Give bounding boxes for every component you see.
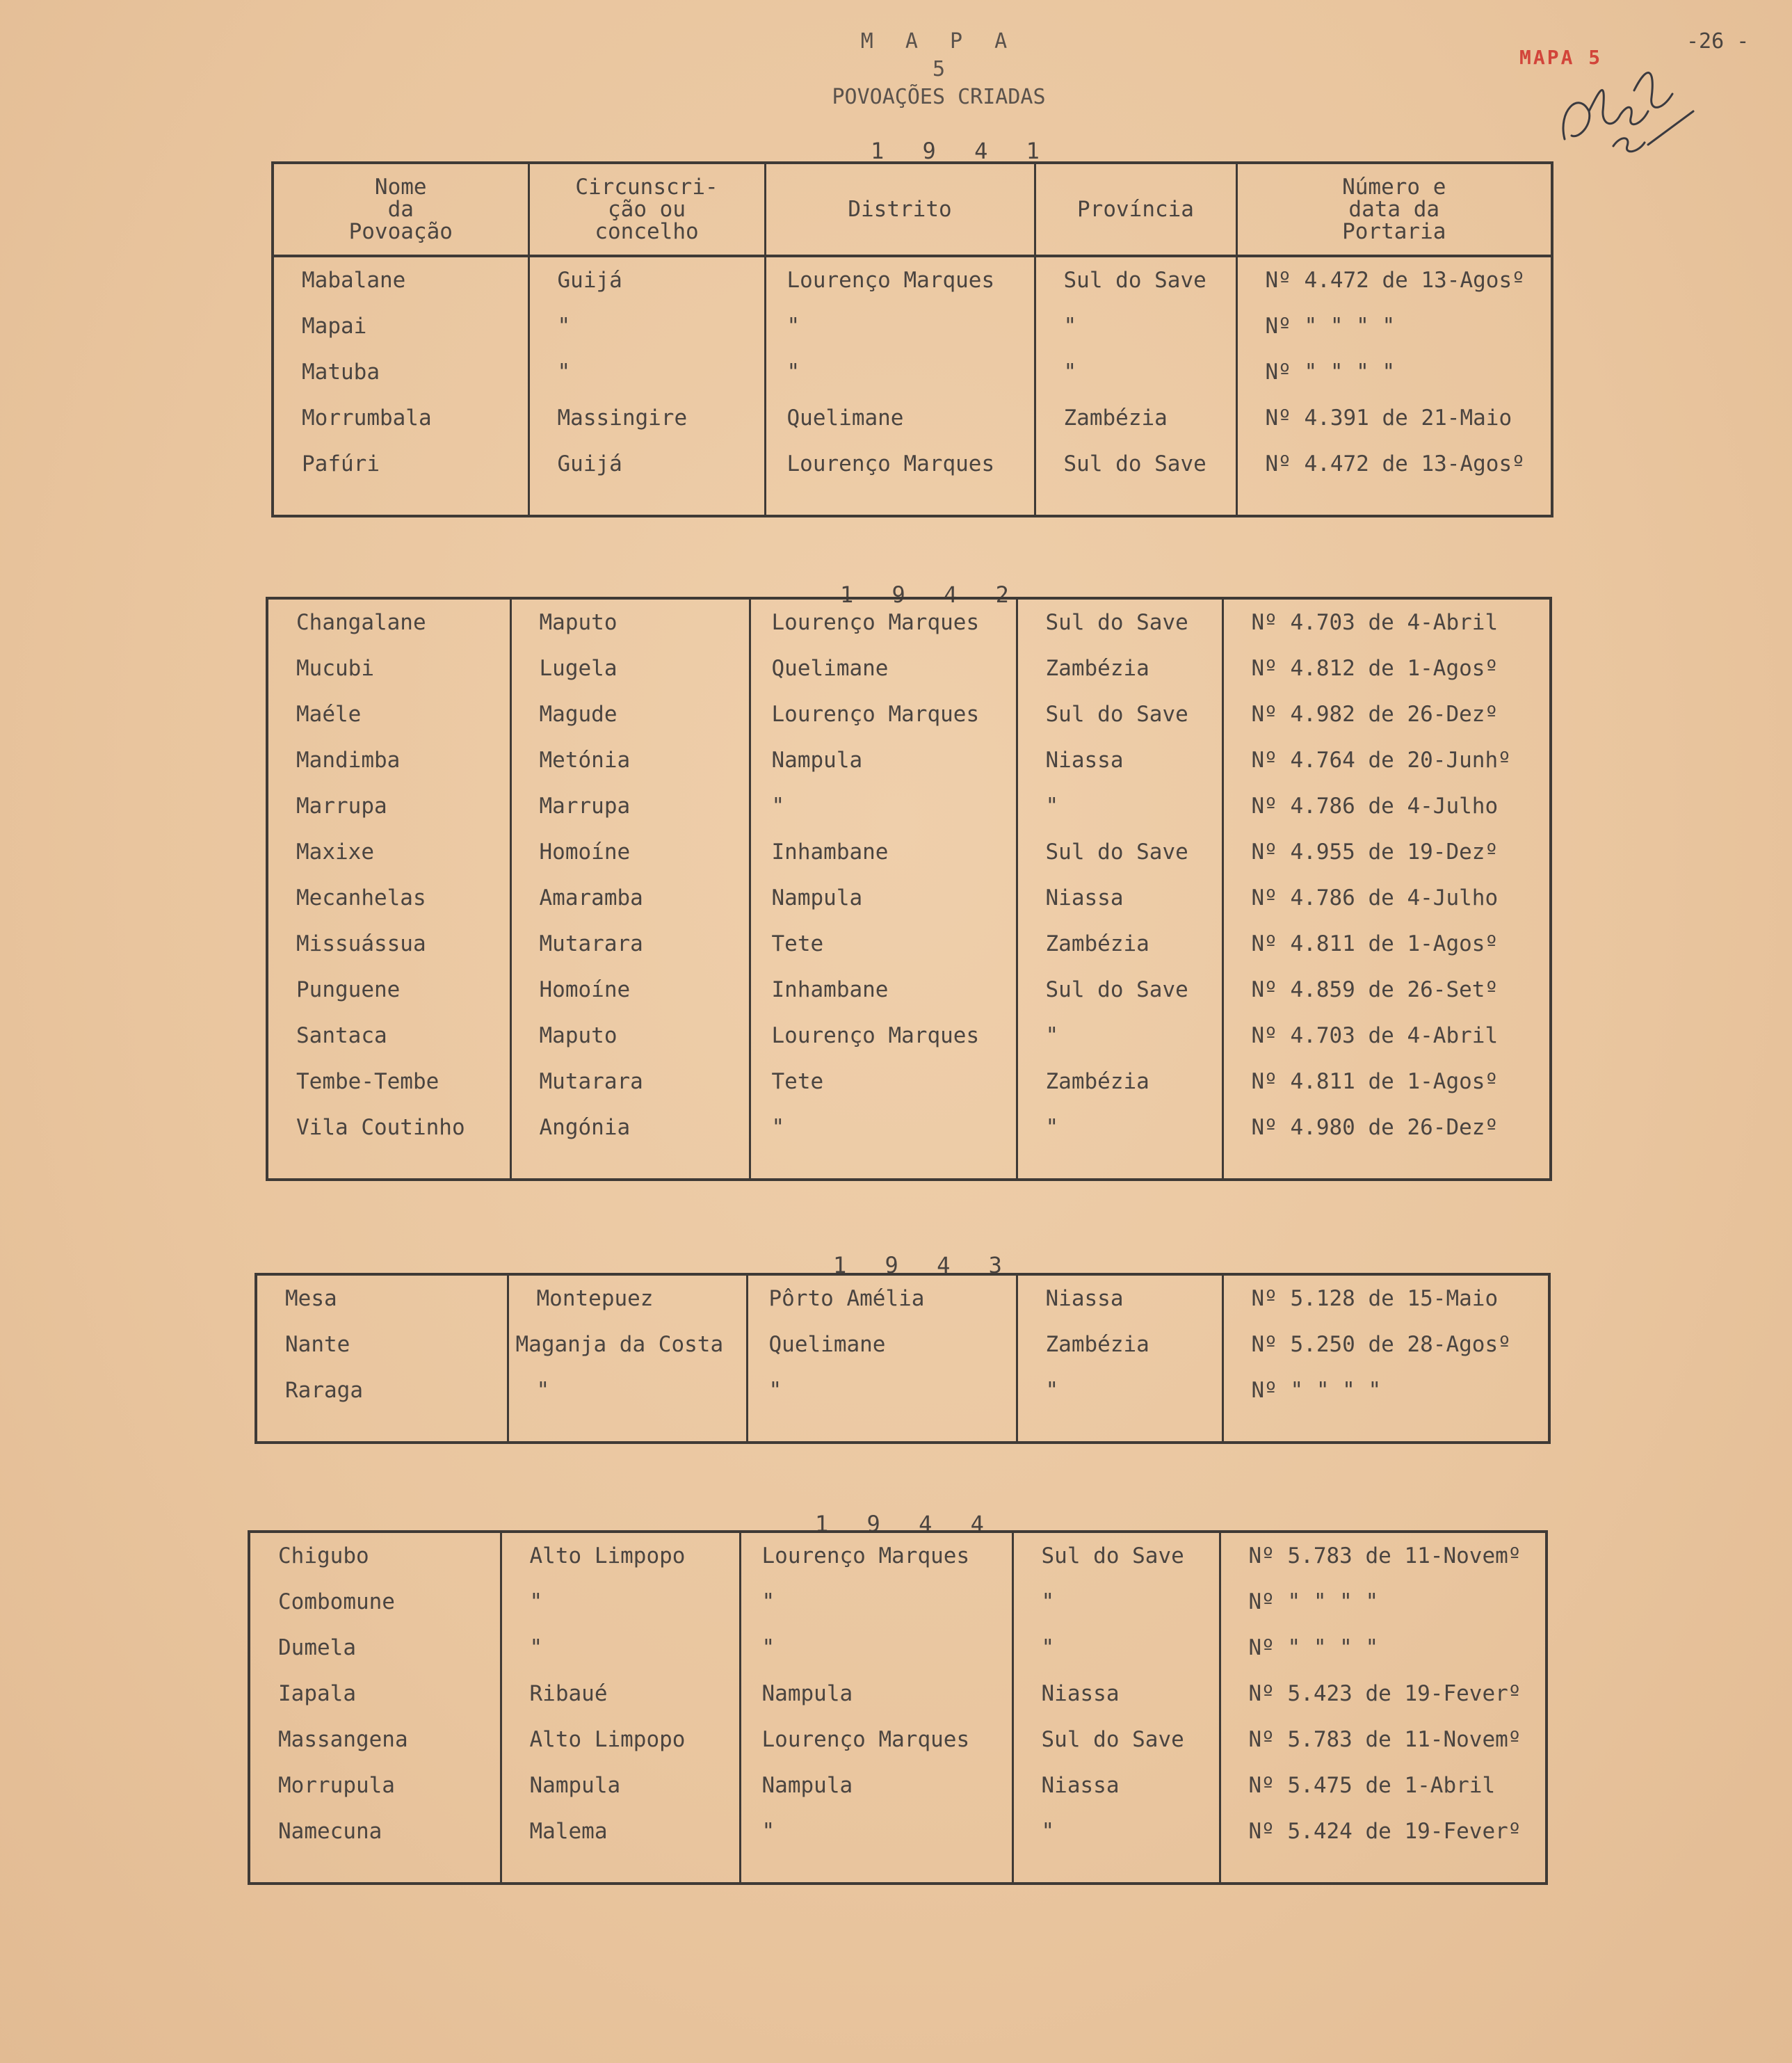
cell-provincia: Sul do Save — [1035, 441, 1236, 487]
cell-nome: Iapala — [249, 1671, 501, 1717]
cell-portaria: Nº 5.475 de 1-Abril — [1220, 1763, 1547, 1808]
cell-portaria: Nº 4.703 de 4-Abril — [1222, 598, 1551, 645]
table-1943 — [255, 1273, 1551, 1444]
cell-circunscricao: Guijá — [528, 256, 765, 303]
cell-circunscricao: Maputo — [510, 598, 750, 645]
table-row — [273, 349, 1552, 395]
cell-nome: Santaca — [267, 1013, 510, 1059]
cell-distrito: Quelimane — [765, 395, 1035, 441]
cell-nome: Maéle — [267, 691, 510, 737]
red-stamp: MAPA 5 — [1519, 46, 1603, 69]
handwritten-signature — [1551, 63, 1697, 167]
year-label-1943: 1 9 4 3 — [833, 1252, 1015, 1278]
cell-circunscricao: Guijá — [528, 441, 765, 487]
cell-portaria: Nº 5.423 de 19-Feverº — [1220, 1671, 1547, 1717]
cell-portaria: Nº " " " " — [1220, 1625, 1547, 1671]
cell-provincia: Niassa — [1017, 1274, 1222, 1322]
table-row — [267, 598, 1551, 645]
cell-provincia: Sul do Save — [1017, 691, 1222, 737]
cell-portaria: Nº 5.783 de 11-Novemº — [1220, 1532, 1547, 1579]
cell-circunscricao: " — [508, 1367, 747, 1413]
cell-distrito: " — [765, 303, 1035, 349]
cell-circunscricao: Angónia — [510, 1105, 750, 1150]
table-row — [267, 783, 1551, 829]
cell-portaria: Nº " " " " — [1220, 1579, 1547, 1625]
cell-portaria: Nº 4.391 de 21-Maio — [1236, 395, 1552, 441]
cell-distrito: Nampula — [740, 1671, 1012, 1717]
cell-nome: Punguene — [267, 967, 510, 1013]
cell-distrito: Lourenço Marques — [750, 691, 1017, 737]
cell-distrito: Nampula — [750, 875, 1017, 921]
cell-portaria: Nº 4.764 de 20-Junhº — [1222, 737, 1551, 783]
cell-provincia: Sul do Save — [1017, 829, 1222, 875]
table-row — [256, 1322, 1549, 1367]
cell-provincia: Sul do Save — [1012, 1717, 1220, 1763]
cell-portaria: Nº 5.128 de 15-Maio — [1222, 1274, 1549, 1322]
cell-portaria: Nº 4.980 de 26-Dezº — [1222, 1105, 1551, 1150]
table-row — [267, 691, 1551, 737]
cell-distrito: Lourenço Marques — [750, 598, 1017, 645]
cell-portaria: Nº 5.783 de 11-Novemº — [1220, 1717, 1547, 1763]
cell-circunscricao: Amaramba — [510, 875, 750, 921]
cell-portaria: Nº 4.472 de 13-Agosº — [1236, 441, 1552, 487]
cell-distrito: Pôrto Amélia — [747, 1274, 1017, 1322]
cell-circunscricao: Mutarara — [510, 921, 750, 967]
cell-distrito: Quelimane — [747, 1322, 1017, 1367]
year-label-1944: 1 9 4 4 — [815, 1511, 996, 1537]
cell-provincia: " — [1017, 783, 1222, 829]
table-padding-row — [267, 1150, 1551, 1180]
cell-portaria: Nº 4.472 de 13-Agosº — [1236, 256, 1552, 303]
table-row — [267, 1013, 1551, 1059]
cell-distrito: " — [740, 1579, 1012, 1625]
cell-circunscricao: Ribaué — [501, 1671, 740, 1717]
cell-portaria: Nº 4.703 de 4-Abril — [1222, 1013, 1551, 1059]
cell-circunscricao: " — [501, 1579, 740, 1625]
cell-distrito: Quelimane — [750, 645, 1017, 691]
cell-nome: Changalane — [267, 598, 510, 645]
cell-portaria: Nº 4.859 de 26-Setº — [1222, 967, 1551, 1013]
document-title: M A P A — [860, 29, 1017, 54]
cell-provincia: Zambézia — [1017, 1059, 1222, 1105]
table-padding-row — [249, 1854, 1547, 1884]
cell-circunscricao: " — [528, 349, 765, 395]
table-header-row — [273, 163, 1552, 256]
document-header — [695, 28, 1182, 111]
cell-circunscricao: Alto Limpopo — [501, 1717, 740, 1763]
cell-portaria: Nº " " " " — [1236, 303, 1552, 349]
cell-nome: Mandimba — [267, 737, 510, 783]
cell-provincia: Niassa — [1012, 1763, 1220, 1808]
cell-distrito: Lourenço Marques — [765, 256, 1035, 303]
cell-provincia: Zambézia — [1017, 645, 1222, 691]
cell-circunscricao: Marrupa — [510, 783, 750, 829]
cell-circunscricao: Maganja da Costa — [508, 1322, 747, 1367]
cell-provincia: " — [1017, 1013, 1222, 1059]
table-row — [256, 1367, 1549, 1413]
cell-nome: Vila Coutinho — [267, 1105, 510, 1150]
cell-provincia: " — [1035, 303, 1236, 349]
cell-portaria: Nº 4.811 de 1-Agosº — [1222, 921, 1551, 967]
cell-provincia: Niassa — [1017, 875, 1222, 921]
cell-provincia: " — [1012, 1625, 1220, 1671]
cell-provincia: Zambézia — [1017, 1322, 1222, 1367]
cell-distrito: " — [740, 1625, 1012, 1671]
cell-nome: Chigubo — [249, 1532, 501, 1579]
cell-portaria: Nº 4.955 de 19-Dezº — [1222, 829, 1551, 875]
table-1942 — [266, 597, 1552, 1181]
year-label-1942: 1 9 4 2 — [840, 581, 1022, 608]
cell-nome: Mucubi — [267, 645, 510, 691]
table-row — [249, 1532, 1547, 1579]
table-row — [267, 921, 1551, 967]
table-row — [273, 256, 1552, 303]
map-number: 5 — [932, 57, 946, 81]
cell-provincia: " — [1012, 1579, 1220, 1625]
cell-provincia: Sul do Save — [1017, 967, 1222, 1013]
cell-portaria: Nº 4.786 de 4-Julho — [1222, 783, 1551, 829]
header-circunscricao: Circunscri- ção ou concelho — [528, 163, 765, 256]
cell-distrito: Inhambane — [750, 829, 1017, 875]
cell-circunscricao: " — [528, 303, 765, 349]
cell-provincia: Niassa — [1017, 737, 1222, 783]
cell-circunscricao: Maputo — [510, 1013, 750, 1059]
cell-nome: Massangena — [249, 1717, 501, 1763]
cell-portaria: Nº " " " " — [1236, 349, 1552, 395]
cell-circunscricao: " — [501, 1625, 740, 1671]
cell-distrito: " — [747, 1367, 1017, 1413]
cell-circunscricao: Alto Limpopo — [501, 1532, 740, 1579]
cell-distrito: Lourenço Marques — [740, 1717, 1012, 1763]
cell-circunscricao: Montepuez — [508, 1274, 747, 1322]
cell-nome: Nante — [256, 1322, 508, 1367]
cell-distrito: Nampula — [750, 737, 1017, 783]
table-row — [249, 1808, 1547, 1854]
cell-distrito: " — [750, 783, 1017, 829]
cell-provincia: " — [1012, 1808, 1220, 1854]
cell-provincia: Sul do Save — [1012, 1532, 1220, 1579]
cell-distrito: Tete — [750, 921, 1017, 967]
cell-provincia: Niassa — [1012, 1671, 1220, 1717]
cell-distrito: Lourenço Marques — [765, 441, 1035, 487]
table-row — [267, 1105, 1551, 1150]
cell-circunscricao: Malema — [501, 1808, 740, 1854]
page-number: -26 - — [1686, 29, 1750, 54]
cell-nome: Raraga — [256, 1367, 508, 1413]
cell-distrito: Lourenço Marques — [740, 1532, 1012, 1579]
cell-circunscricao: Massingire — [528, 395, 765, 441]
cell-portaria: Nº 5.424 de 19-Feverº — [1220, 1808, 1547, 1854]
cell-distrito: Nampula — [740, 1763, 1012, 1808]
table-row — [267, 1059, 1551, 1105]
year-label-1941: 1 9 4 1 — [871, 138, 1052, 164]
cell-provincia: " — [1017, 1367, 1222, 1413]
table-row — [267, 967, 1551, 1013]
cell-distrito: Inhambane — [750, 967, 1017, 1013]
cell-portaria: Nº " " " " — [1222, 1367, 1549, 1413]
table-row — [249, 1717, 1547, 1763]
table-row — [256, 1274, 1549, 1322]
cell-provincia: Zambézia — [1035, 395, 1236, 441]
cell-nome: Pafúri — [273, 441, 528, 487]
cell-provincia: Sul do Save — [1035, 256, 1236, 303]
table-row — [249, 1763, 1547, 1808]
cell-portaria: Nº 4.786 de 4-Julho — [1222, 875, 1551, 921]
cell-nome: Morrumbala — [273, 395, 528, 441]
cell-circunscricao: Mutarara — [510, 1059, 750, 1105]
cell-nome: Namecuna — [249, 1808, 501, 1854]
table-1941 — [271, 161, 1553, 517]
cell-nome: Mecanhelas — [267, 875, 510, 921]
header-distrito: Distrito — [765, 163, 1035, 256]
table-row — [267, 829, 1551, 875]
cell-provincia: Zambézia — [1017, 921, 1222, 967]
cell-nome: Matuba — [273, 349, 528, 395]
cell-circunscricao: Magude — [510, 691, 750, 737]
cell-nome: Mesa — [256, 1274, 508, 1322]
cell-portaria: Nº 4.812 de 1-Agosº — [1222, 645, 1551, 691]
header-provincia: Província — [1035, 163, 1236, 256]
cell-distrito: " — [740, 1808, 1012, 1854]
cell-distrito: " — [765, 349, 1035, 395]
header-nome: Nome da Povoação — [273, 163, 528, 256]
table-row — [267, 875, 1551, 921]
document-subtitle: POVOAÇÕES CRIADAS — [832, 85, 1046, 109]
cell-portaria: Nº 5.250 de 28-Agosº — [1222, 1322, 1549, 1367]
cell-circunscricao: Nampula — [501, 1763, 740, 1808]
cell-nome: Mapai — [273, 303, 528, 349]
cell-provincia: " — [1035, 349, 1236, 395]
cell-circunscricao: Lugela — [510, 645, 750, 691]
table-row — [249, 1579, 1547, 1625]
cell-portaria: Nº 4.982 de 26-Dezº — [1222, 691, 1551, 737]
cell-nome: Dumela — [249, 1625, 501, 1671]
cell-circunscricao: Homoíne — [510, 967, 750, 1013]
cell-circunscricao: Metónia — [510, 737, 750, 783]
table-row — [273, 303, 1552, 349]
cell-nome: Marrupa — [267, 783, 510, 829]
cell-nome: Combomune — [249, 1579, 501, 1625]
table-padding-row — [256, 1413, 1549, 1443]
header-portaria: Número e data da Portaria — [1236, 163, 1552, 256]
cell-distrito: Tete — [750, 1059, 1017, 1105]
cell-provincia: Sul do Save — [1017, 598, 1222, 645]
cell-nome: Mabalane — [273, 256, 528, 303]
cell-circunscricao: Homoíne — [510, 829, 750, 875]
cell-nome: Missuássua — [267, 921, 510, 967]
cell-nome: Tembe-Tembe — [267, 1059, 510, 1105]
table-row — [273, 441, 1552, 487]
table-row — [273, 395, 1552, 441]
table-padding-row — [273, 487, 1552, 516]
cell-distrito: " — [750, 1105, 1017, 1150]
cell-nome: Morrupula — [249, 1763, 501, 1808]
cell-distrito: Lourenço Marques — [750, 1013, 1017, 1059]
cell-portaria: Nº 4.811 de 1-Agosº — [1222, 1059, 1551, 1105]
table-row — [249, 1671, 1547, 1717]
cell-provincia: " — [1017, 1105, 1222, 1150]
table-row — [267, 645, 1551, 691]
table-row — [249, 1625, 1547, 1671]
table-row — [267, 737, 1551, 783]
table-1944 — [248, 1530, 1548, 1885]
cell-nome: Maxixe — [267, 829, 510, 875]
